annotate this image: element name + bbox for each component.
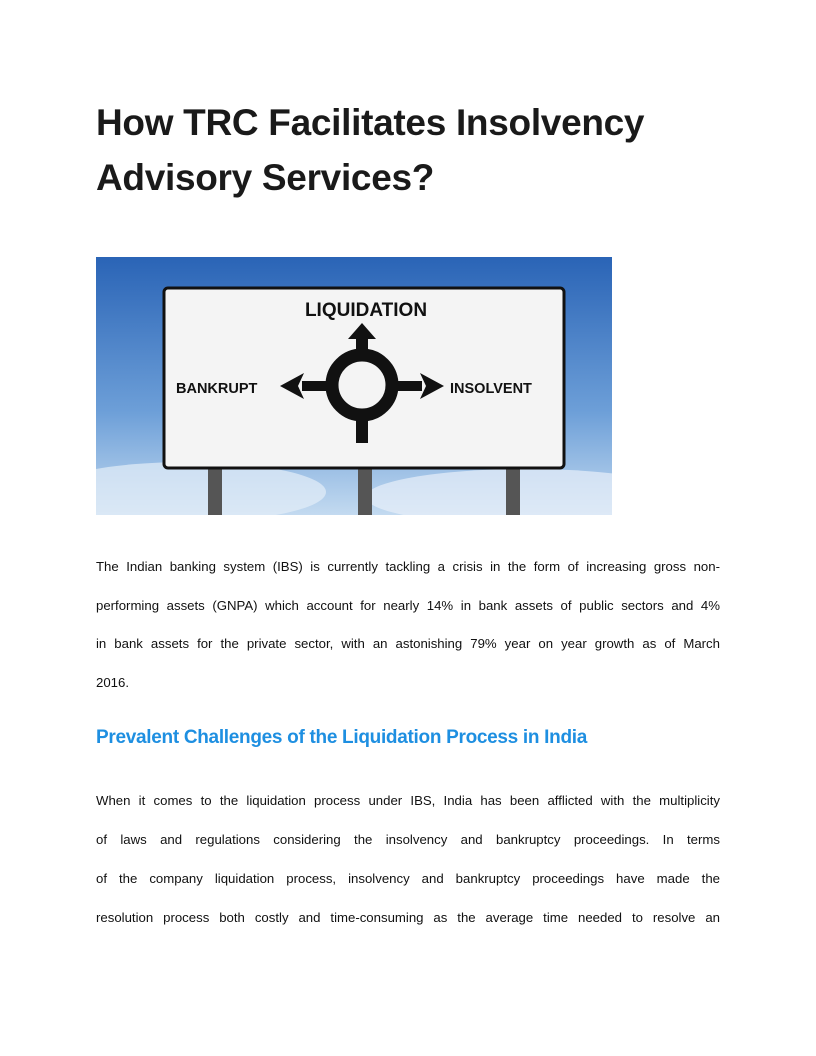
section-heading: Prevalent Challenges of the Liquidation Process in India [96, 727, 588, 748]
paragraph-2-line: of the company liquidation process, insolvency and bankruptcy proceedings have made the [96, 871, 720, 886]
paragraph-1-line: 2016. [96, 675, 130, 690]
sign-top-label: LIQUIDATION [304, 300, 428, 321]
page-title-line-2: Advisory Services? [96, 157, 435, 198]
paragraph-1-line: in bank assets for the private sector, with an astonishing 79% year on year growth as of March [96, 636, 720, 651]
sign-right-label: INSOLVENT [450, 381, 532, 397]
hero-image [96, 257, 612, 515]
paragraph-1-line: performing assets (GNPA) which account for nearly 14% in bank assets of public sectors and 4% [96, 598, 720, 613]
paragraph-2-line: resolution process both costly and time-consuming as the average time needed to resolve an [96, 910, 720, 925]
sign-left-label: BANKRUPT [176, 381, 258, 397]
page-title-line-1: How TRC Facilitates Insolvency [96, 102, 645, 143]
paragraph-2-line: When it comes to the liquidation process under IBS, India has been afflicted with the multiplicity [96, 793, 720, 808]
paragraph-2-line: of laws and regulations considering the insolvency and bankruptcy proceedings. In terms [96, 832, 720, 847]
paragraph-1-line: The Indian banking system (IBS) is currently tackling a crisis in the form of increasing gross non- [96, 559, 720, 574]
